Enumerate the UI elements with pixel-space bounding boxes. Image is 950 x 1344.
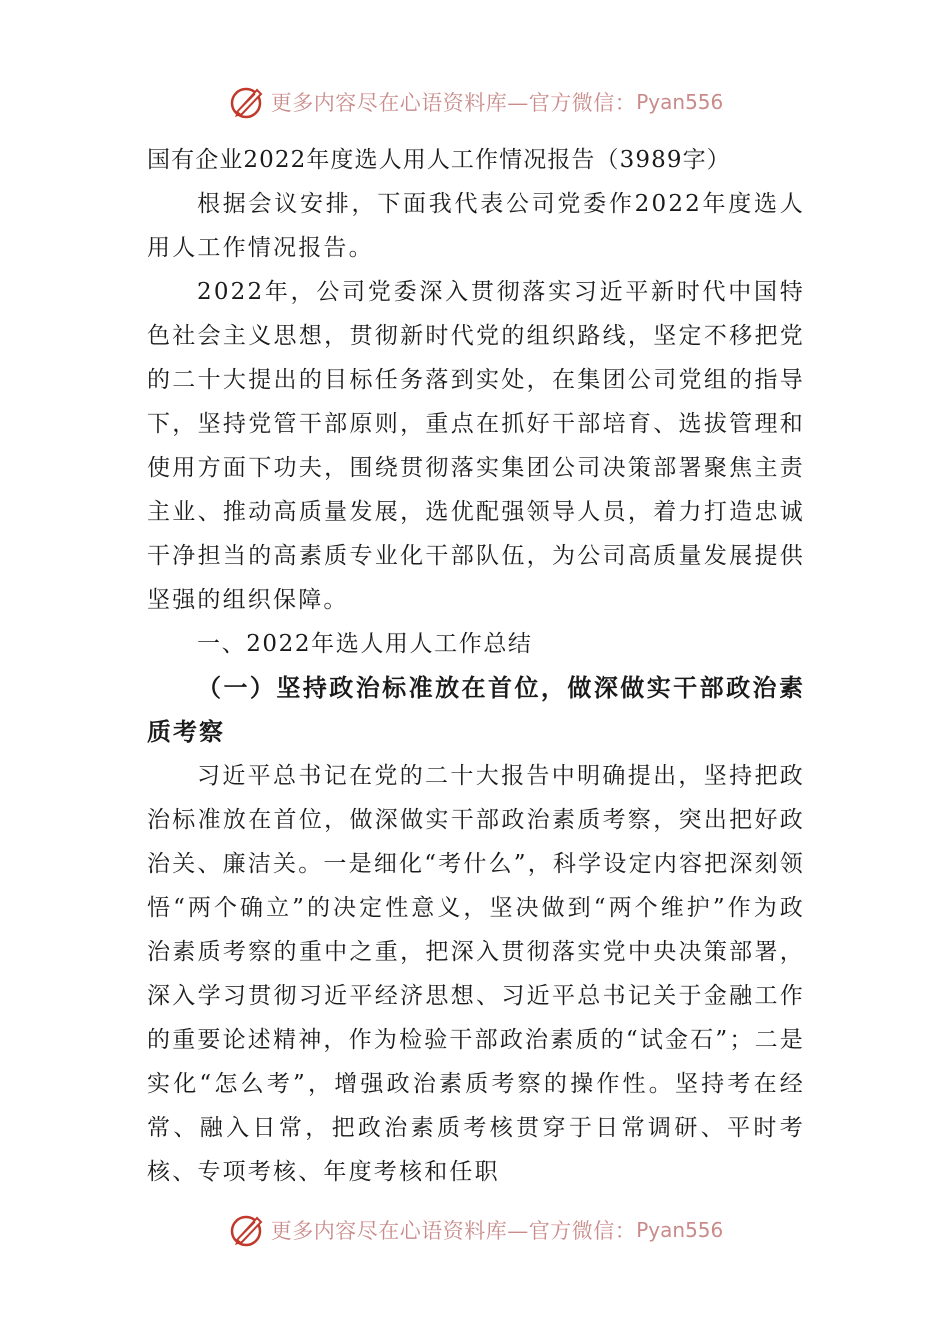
watermark-wechat-id: Pyan556: [636, 1218, 724, 1242]
pen-nib-logo-icon: [227, 1210, 267, 1250]
paragraph-overview: 2022年，公司党委深入贯彻落实习近平新时代中国特色社会主义思想，贯彻新时代党的组织路线，坚定不移把党的二十大提出的目标任务落到实处，在集团公司党组的指导下，坚持党管干部原则，重点在抓好干部培育、选拔管理和使用方面下功夫，围绕贯彻落实集团公司决策部署聚焦主责主业、推动高质量发展，选优配强领导人员，着力打造忠诚干净担当的高素质专业化干部队伍，为公司高质量发展提供坚强的组织保障。: [147, 279, 805, 613]
watermark-text: 更多内容尽在心语资料库—官方微信：: [270, 91, 637, 115]
document-body: [147, 138, 805, 1194]
footer-watermark-banner: [0, 1208, 950, 1252]
header-watermark-banner: [0, 80, 950, 124]
paragraph-intro: 根据会议安排，下面我代表公司党委作2022年度选人用人工作情况报告。: [147, 191, 805, 261]
pen-nib-logo-icon: [227, 82, 267, 122]
document-title: 国有企业2022年度选人用人工作情况报告（3989字）: [147, 147, 731, 173]
watermark-text: 更多内容尽在心语资料库—官方微信：: [270, 1219, 637, 1243]
paragraph-political-review: 习近平总书记在党的二十大报告中明确提出，坚持把政治标准放在首位，做深做实干部政治素质考察，突出把好政治关、廉洁关。一是细化“考什么”，科学设定内容把深刻领悟“两个确立”的决定性意义，坚决做到“两个维护”作为政治素质考察的重中之重，把深入贯彻落实党中央决策部署，深入学习贯彻习近平经济思想、习近平总书记关于金融工作的重要论述精神，作为检验干部政治素质的“试金石”；二是实化“怎么考”，增强政治素质考察的操作性。坚持考在经常、融入日常，把政治素质考核贯穿于日常调研、平时考核、专项考核、年度考核和任职: [147, 763, 805, 1185]
section-heading: 一、2022年选人用人工作总结: [197, 631, 533, 657]
subsection-heading: （一）坚持政治标准放在首位，做深做实干部政治素质考察: [147, 673, 805, 746]
watermark-wechat-id: Pyan556: [636, 90, 724, 114]
